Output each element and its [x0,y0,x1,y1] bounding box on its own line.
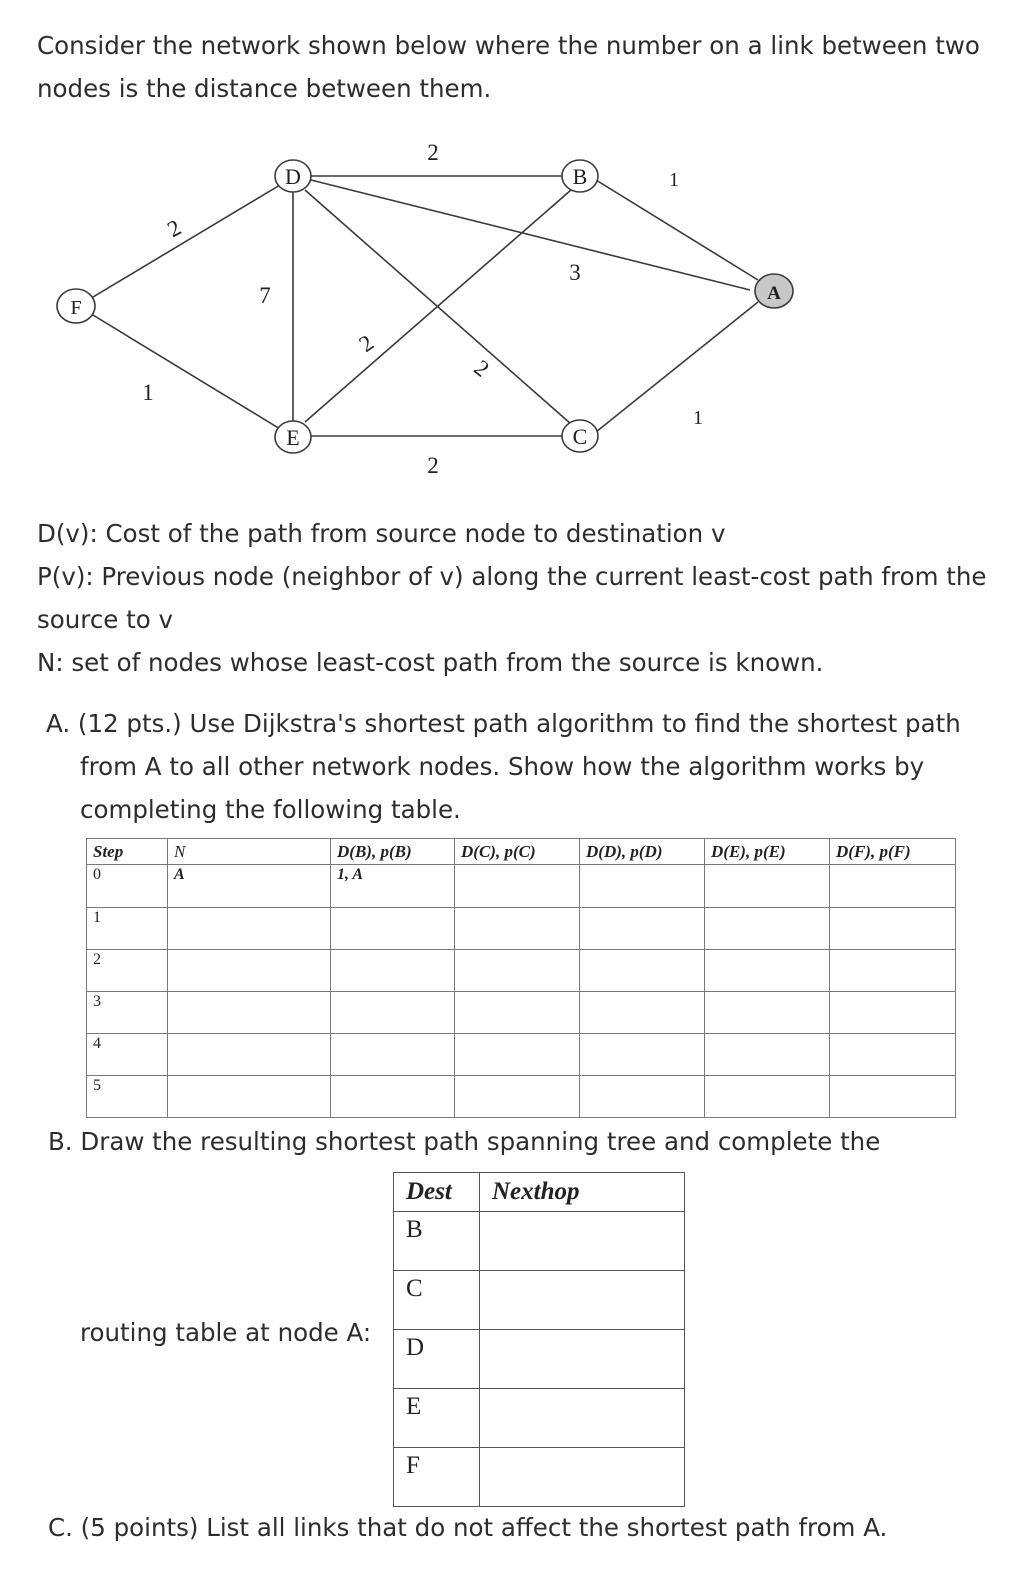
cell-dest: F [394,1448,480,1507]
dijkstra-table [86,838,956,1118]
cell-n[interactable] [168,992,331,1034]
cell-step: 4 [87,1034,168,1076]
header-n: N [168,839,331,865]
link-B-A [596,180,758,280]
cell-de[interactable] [705,950,830,992]
cell-db[interactable] [331,1076,455,1118]
cell-df[interactable] [830,992,956,1034]
cell-dest: B [394,1212,480,1271]
cell-dd[interactable] [580,908,705,950]
node-B-label: B [572,164,588,189]
cell-db[interactable]: 1, A [331,865,455,908]
table-row [394,1212,685,1271]
weight-D-C: 2 [469,355,494,382]
table-row [87,950,956,992]
node-E-label: E [286,425,300,450]
table-row [87,1034,956,1076]
header-df: D(F), p(F) [830,839,956,865]
definition-dv: D(v): Cost of the path from source node to destination v [37,519,726,548]
cell-db[interactable] [331,908,455,950]
question-c: C. (5 points) List all links that do not affect the shortest path from A. [48,1513,888,1542]
cell-db[interactable] [331,1034,455,1076]
cell-dc[interactable] [455,908,580,950]
cell-nexthop[interactable] [480,1271,685,1330]
weight-F-E: 1 [142,380,154,405]
link-F-D [88,182,285,300]
cell-de[interactable] [705,908,830,950]
cell-n[interactable] [168,1034,331,1076]
definition-pv: P(v): Previous node (neighbor of v) along the current least-cost path from the source to v [37,562,987,634]
node-C-label: C [572,424,588,449]
header-dd: D(D), p(D) [580,839,705,865]
routing-table-header [394,1173,685,1212]
weight-D-B: 2 [427,140,439,165]
cell-dd[interactable] [580,992,705,1034]
cell-dc[interactable] [455,865,580,908]
table-row [394,1389,685,1448]
table-row [87,992,956,1034]
table-row [87,1076,956,1118]
weight-D-A: 3 [569,260,581,285]
cell-dd[interactable] [580,950,705,992]
cell-db[interactable] [331,992,455,1034]
header-dest: Dest [394,1173,480,1212]
cell-de[interactable] [705,1034,830,1076]
network-diagram [0,120,1020,490]
weight-E-C: 2 [427,453,439,478]
header-de: D(E), p(E) [705,839,830,865]
header-nexthop: Nexthop [480,1173,685,1212]
cell-n[interactable]: A [168,865,331,908]
link-F-E [88,312,285,432]
cell-nexthop[interactable] [480,1212,685,1271]
link-C-A [596,302,758,432]
table-row [87,908,956,950]
cell-dest: E [394,1389,480,1448]
table-row [394,1271,685,1330]
definition-n: N: set of nodes whose least-cost path from the source is known. [37,648,824,677]
header-dc: D(C), p(C) [455,839,580,865]
weight-D-E: 7 [259,283,271,308]
dijkstra-table-header [87,839,956,865]
weight-B-A: 1 [669,169,679,191]
cell-dc[interactable] [455,1034,580,1076]
weight-F-D: 2 [163,214,186,243]
cell-df[interactable] [830,950,956,992]
cell-n[interactable] [168,1076,331,1118]
cell-nexthop[interactable] [480,1330,685,1389]
cell-step: 1 [87,908,168,950]
node-D-label: D [285,164,301,189]
cell-de[interactable] [705,992,830,1034]
cell-dc[interactable] [455,950,580,992]
cell-step: 3 [87,992,168,1034]
table-row [394,1448,685,1507]
table-row [394,1330,685,1389]
table-row [87,865,956,908]
routing-table [393,1172,685,1507]
problem-intro: Consider the network shown below where the number on a link between two nodes is the distance between them. [37,31,980,103]
cell-de[interactable] [705,865,830,908]
cell-de[interactable] [705,1076,830,1118]
cell-df[interactable] [830,865,956,908]
cell-dest: C [394,1271,480,1330]
question-a [37,702,997,831]
cell-dest: D [394,1330,480,1389]
node-F-label: F [70,297,82,319]
cell-df[interactable] [830,908,956,950]
question-b: B. Draw the resulting shortest path spanning tree and complete the [48,1127,881,1156]
weight-E-B: 2 [354,329,379,357]
cell-step: 5 [87,1076,168,1118]
cell-dc[interactable] [455,1076,580,1118]
cell-nexthop[interactable] [480,1448,685,1507]
cell-dd[interactable] [580,1076,705,1118]
question-a-text: A. (12 pts.) Use Dijkstra's shortest path algorithm to find the shortest path from A to all other network nodes. Show how the algorithm works by completing the following table. [46,709,961,824]
cell-dd[interactable] [580,1034,705,1076]
cell-df[interactable] [830,1076,956,1118]
header-step: Step [87,839,168,865]
node-A-label: A [767,283,781,304]
cell-step: 0 [87,865,168,908]
cell-dd[interactable] [580,865,705,908]
cell-step: 2 [87,950,168,992]
routing-table-label: routing table at node A: [80,1318,372,1347]
weight-C-A: 1 [693,407,703,429]
cell-n[interactable] [168,908,331,950]
cell-dc[interactable] [455,992,580,1034]
cell-nexthop[interactable] [480,1389,685,1448]
cell-n[interactable] [168,950,331,992]
cell-db[interactable] [331,950,455,992]
definitions [37,512,987,684]
cell-df[interactable] [830,1034,956,1076]
header-db: D(B), p(B) [331,839,455,865]
